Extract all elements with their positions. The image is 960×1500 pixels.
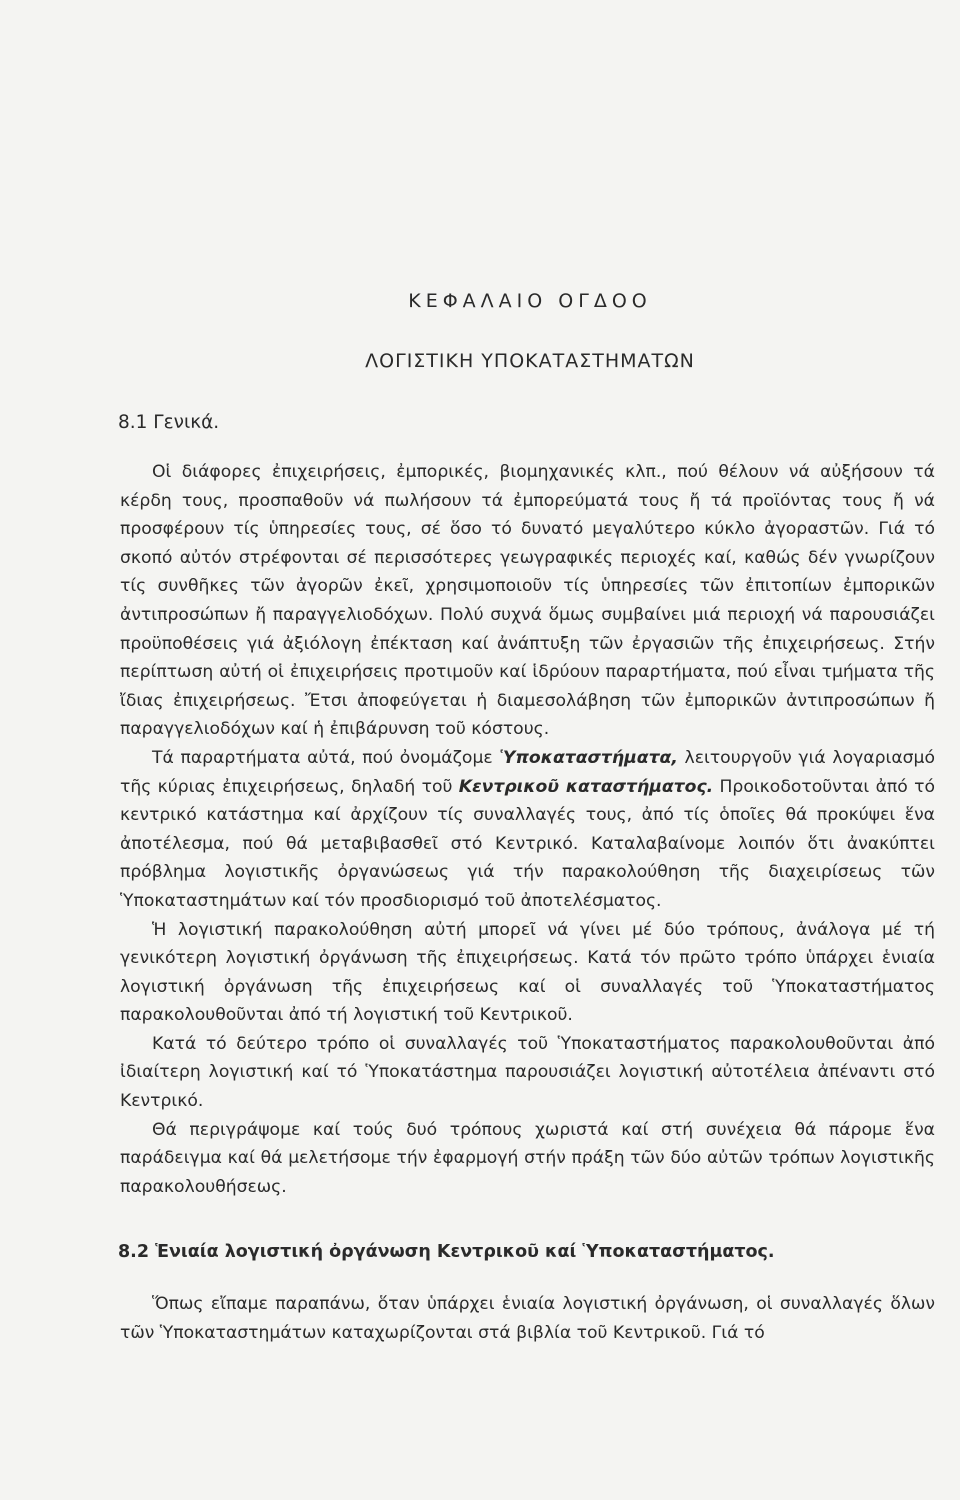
section-8-1-body (120, 458, 935, 1201)
paragraph-2-part-b: λειτουργοῦν γιά λογαριασμό τῆς κύριας ἐπιχειρήσεως, δηλαδή τοῦ (120, 747, 935, 797)
paragraph-1: Οἱ διάφορες ἐπιχειρήσεις, ἐμπορικές, βιομηχανικές κλπ., πού θέλουν νά αὐξήσουν τά κέρδη τους, προσπαθοῦν νά πωλήσουν τά ἐμπορεύματά τους ἤ τά προϊόντας τους ἤ νά προσφέρουν τίς ὑπηρεσίες τους, σέ ὅσο τό δυνατό μεγαλύτερο κύκλο ἀγοραστῶν. Γιά τό σκοπό αὐτόν στρέφονται σέ περισσότερες γεωγραφικές περιοχές καί, καθώς δέν γνωρίζουν τίς συνθῆκες τῶν ἀγορῶν ἐκεῖ, χρησιμοποιοῦν τίς ὑπηρεσίες τῶν ἐπιτοπίων ἐμπορικῶν ἀντιπροσώπων ἤ παραγγελιοδόχων. Πολύ συχνά ὅμως συμβαίνει μιά περιοχή νά παρουσιάζει προϋποθέσεις γιά ἀξιόλογη ἐπέκταση καί ἀνάπτυξη τῶν ἐργασιῶν τῆς ἐπιχειρήσεως. Στήν περίπτωση αὐτή οἱ ἐπιχειρήσεις προτιμοῦν καί ἱδρύουν παραρτήματα, πού εἶναι τμήματα τῆς ἴδιας ἐπιχειρήσεως. Ἔτσι ἀποφεύγεται ἡ διαμεσολάβηση τῶν ἐμπορικῶν ἀντιπροσώπων ἤ παραγγελιοδόχων καί ἡ ἐπιβάρυνση τοῦ κόστους. (120, 462, 935, 740)
chapter-title: ΛΟΓΙΣΤΙΚΗ ΥΠΟΚΑΤΑΣΤΗΜΑΤΩΝ (365, 350, 695, 372)
paragraph-5: Θά περιγράψομε καί τούς δυό τρόπους χωριστά καί στή συνέχεια θά πάρομε ἕνα παράδειγμα καί θά μελετήσομε τήν ἐφαρμογή στήν πράξη τῶν δύο αὐτῶν τρόπων λογιστικῆς παρακολουθήσεως. (120, 1119, 935, 1197)
paragraph-2-part-a: Τά παραρτήματα αὐτά, πού ὀνομάζομε (152, 747, 500, 768)
paragraph-3: Ἡ λογιστική παρακολούθηση αὐτή μπορεῖ νά γίνει μέ δύο τρόπους, ἀνάλογα μέ τή γενικότερη λογιστική ὀργάνωση τῆς ἐπιχειρήσεως. Κατά τόν πρῶτο τρόπο ὑπάρχει ἑνιαία λογιστική ὀργάνωση τῆς ἐπιχειρήσεως καί οἱ συναλλαγές τοῦ Ὑποκαταστήματος παρακολουθοῦνται ἀπό τή λογιστική τοῦ Κεντρικοῦ. (120, 919, 935, 1026)
section-heading-8-2: 8.2 Ἑνιαία λογιστική ὀργάνωση Κεντρικοῦ καί Ὑποκαταστήματος. (118, 1242, 775, 1262)
paragraph-2-part-c: Προικοδοτοῦνται ἀπό τό κεντρικό κατάστημα καί ἀρχίζουν τίς συναλλαγές τους, ἀπό τίς ὁποῖες θά προκύψει ἕνα ἀποτέλεσμα, πού θά μεταβιβασθεῖ στό Κεντρικό. Καταλαβαίνομε λοιπόν ὅτι ἀνακύπτει πρόβλημα λογιστικῆς ὀργανώσεως γιά τήν παρακολούθηση τῆς διαχειρίσεως τῶν Ὑποκαταστημάτων καί τόν προσδιορισμό τοῦ ἀποτελέσματος. (120, 776, 935, 911)
chapter-label: ΚΕΦΑΛΑΙΟ ΟΓΔΟΟ (408, 290, 652, 312)
term-central-store: Κεντρικοῦ καταστήματος. (458, 776, 714, 797)
paragraph-4: Κατά τό δεύτερο τρόπο οἱ συναλλαγές τοῦ Ὑποκαταστήματος παρακολουθοῦνται ἀπό ἰδιαίτερη λογιστική καί τό Ὑποκατάστημα παρουσιάζει λογιστική αὐτοτέλεια ἀπέναντι στό Κεντρικό. (120, 1033, 935, 1112)
term-branches: Ὑποκαταστήματα, (499, 747, 678, 768)
section-heading-8-1: 8.1 Γενικά. (118, 412, 220, 433)
section-2-paragraph-1: Ὅπως εἴπαμε παραπάνω, ὅταν ὑπάρχει ἑνιαία λογιστική ὀργάνωση, οἱ συναλλαγές ὅλων τῶν Ὑποκαταστημάτων καταχωρίζονται στά βιβλία τοῦ Κεντρικοῦ. Γιά τό (120, 1294, 935, 1343)
section-8-2-body (120, 1290, 935, 1347)
paragraph-2 (120, 744, 935, 916)
